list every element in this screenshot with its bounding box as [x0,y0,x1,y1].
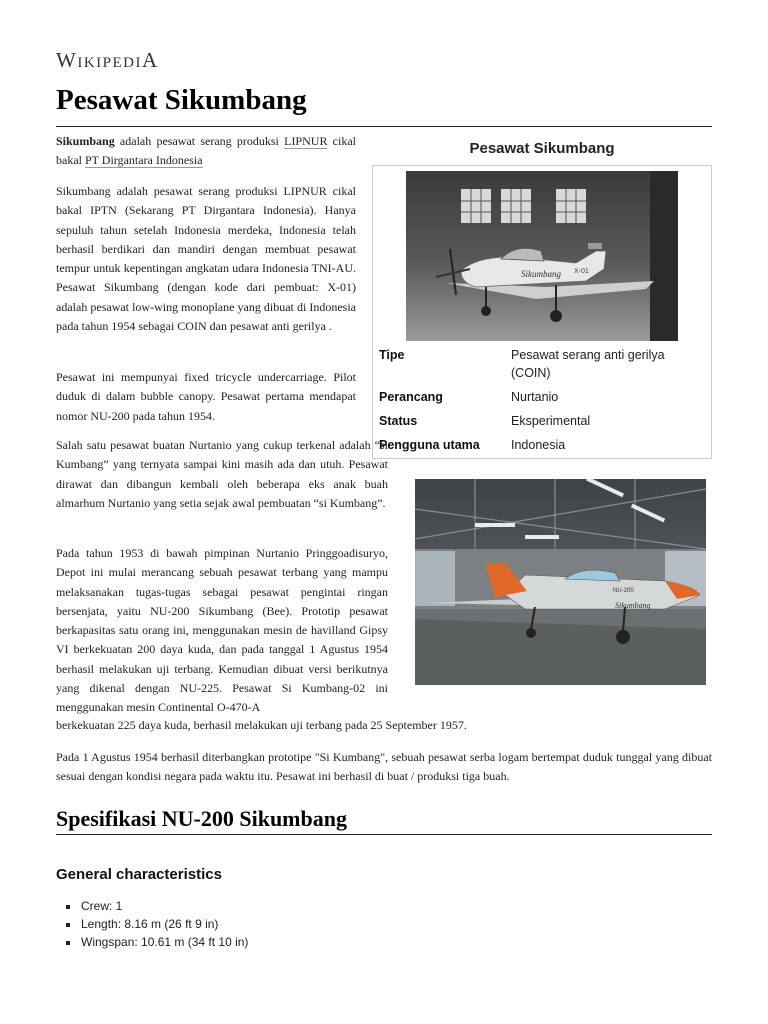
title-divider [56,126,712,127]
list-item: Crew: 1 [58,897,248,915]
page-title: Pesawat Sikumbang [56,84,307,116]
infobox-photo-reg-text: X-01 [574,268,589,275]
list-item: Length: 8.16 m (26 ft 9 in) [58,915,248,933]
specs-heading: Spesifikasi NU-200 Sikumbang [56,806,347,831]
lead-text: adalah pesawat serang produksi [114,134,285,148]
list-item: Wingspan: 10.61 m (34 ft 10 in) [58,933,248,951]
infobox [372,165,712,459]
infobox-value: Eksperimental [511,414,591,428]
infobox-photo-plane-text: Sikumbang [521,269,561,279]
infobox-label: Status [379,414,418,428]
infobox-label: Perancang [379,390,443,404]
sikumbang-hangar-photo [415,479,706,685]
hangar-photo[interactable] [415,479,706,685]
paragraph-undercarriage: Pesawat ini mempunyai fixed tricycle undercarriage. Pilot duduk di dalam bubble canopy. Pesawat pertama mendapat nomor NU-200 pada tahun 1954. [56,370,356,423]
infobox-photo[interactable] [406,171,678,341]
paragraph-history: Pada tahun 1953 di bawah pimpinan Nurtanio Pringgoadisuryo, Depot ini mulai merancang sebuah pesawat terbang yang mampu melaksanakan tugas-tugas sebagai pesawat pengintai ringan bersenjata, yaitu NU-200 Sikumbang (Bee). Prototip pesawat berkapasitas satu orang ini, menggunakan mesin de havilland Gipsy VI berkekuatan 200 daya kuda, dan pada tanggal 1 Agustus 1954 berhasil melakukan uji terbang. Kemudian dibuat versi berikutnya yang dikenal dengan NU-225. Pesawat Si Kumbang-02 ini menggunakan mesin Continental O-470-A [56,546,388,715]
infobox-label: Tipe [379,348,405,362]
link-pt-dirgantara[interactable]: PT Dirgantara Indonesia [85,153,203,168]
spec-list [58,897,248,951]
paragraph-history-end: berkekuatan 225 daya kuda, berhasil melakukan uji terbang pada 25 September 1957. [56,718,467,732]
lead-bold-term: Sikumbang [56,134,115,148]
wikipedia-logo[interactable]: WikipediA [56,48,159,72]
general-characteristics-heading: General characteristics [56,866,222,883]
sikumbang-bw-photo [406,171,678,341]
lead-paragraph [56,132,356,171]
infobox-value: Nurtanio [511,390,559,404]
paragraph-nurtanio: Salah satu pesawat buatan Nurtanio yang cukup terkenal adalah “si Kumbang” yang ternyata sampai kini masih ada dan utuh. Pesawat dirawat dan dibangun kembali oleh beberapa eks anak buah almarhum Nurtanio yang setia sejak awal pembuatan “si Kumbang”. [56,438,388,510]
hangar-photo-plane-text: Sikumbang [615,601,651,610]
lead-text: cikal bakal [56,134,356,168]
hangar-photo-reg-text: NU-200 [613,588,634,594]
infobox-value: Pesawat serang anti gerilya (COIN) [511,348,665,380]
paragraph-prototype: Pada 1 Agustus 1954 berhasil diterbangkan prototipe "Si Kumbang", sebuah pesawat serba logam bertempat duduk tunggal yang dibuat sesuai dengan kondisi negara pada waktu itu. Pesawat ini berhasil di buat / produksi tiga buah. [56,750,712,784]
link-lipnur[interactable]: LIPNUR [284,134,328,148]
infobox-value: Indonesia [511,438,566,452]
infobox-row-tipe [379,346,709,386]
infobox-title: Pesawat Sikumbang [469,140,615,157]
paragraph-intro: Sikumbang adalah pesawat serang produksi LIPNUR cikal bakal IPTN (Sekarang PT Dirgantara Indonesia). Hanya sepuluh tahun setelah Indonesia merdeka, Indonesia telah berhasil berdikari dan mandiri dengan membuat pesawat tempur untuk kepentingan angkatan udara Indonesia TNI-AU. Pesawat Sikumbang (dengan kode dari pembuat: X-01) adalah pesawat low-wing monoplane yang dibuat di Indonesia pada tahun 1954 sebagai COIN dan pesawat anti gerilya . [56,184,356,334]
specs-divider [56,834,712,835]
infobox-label: Pengguna utama [379,438,480,452]
